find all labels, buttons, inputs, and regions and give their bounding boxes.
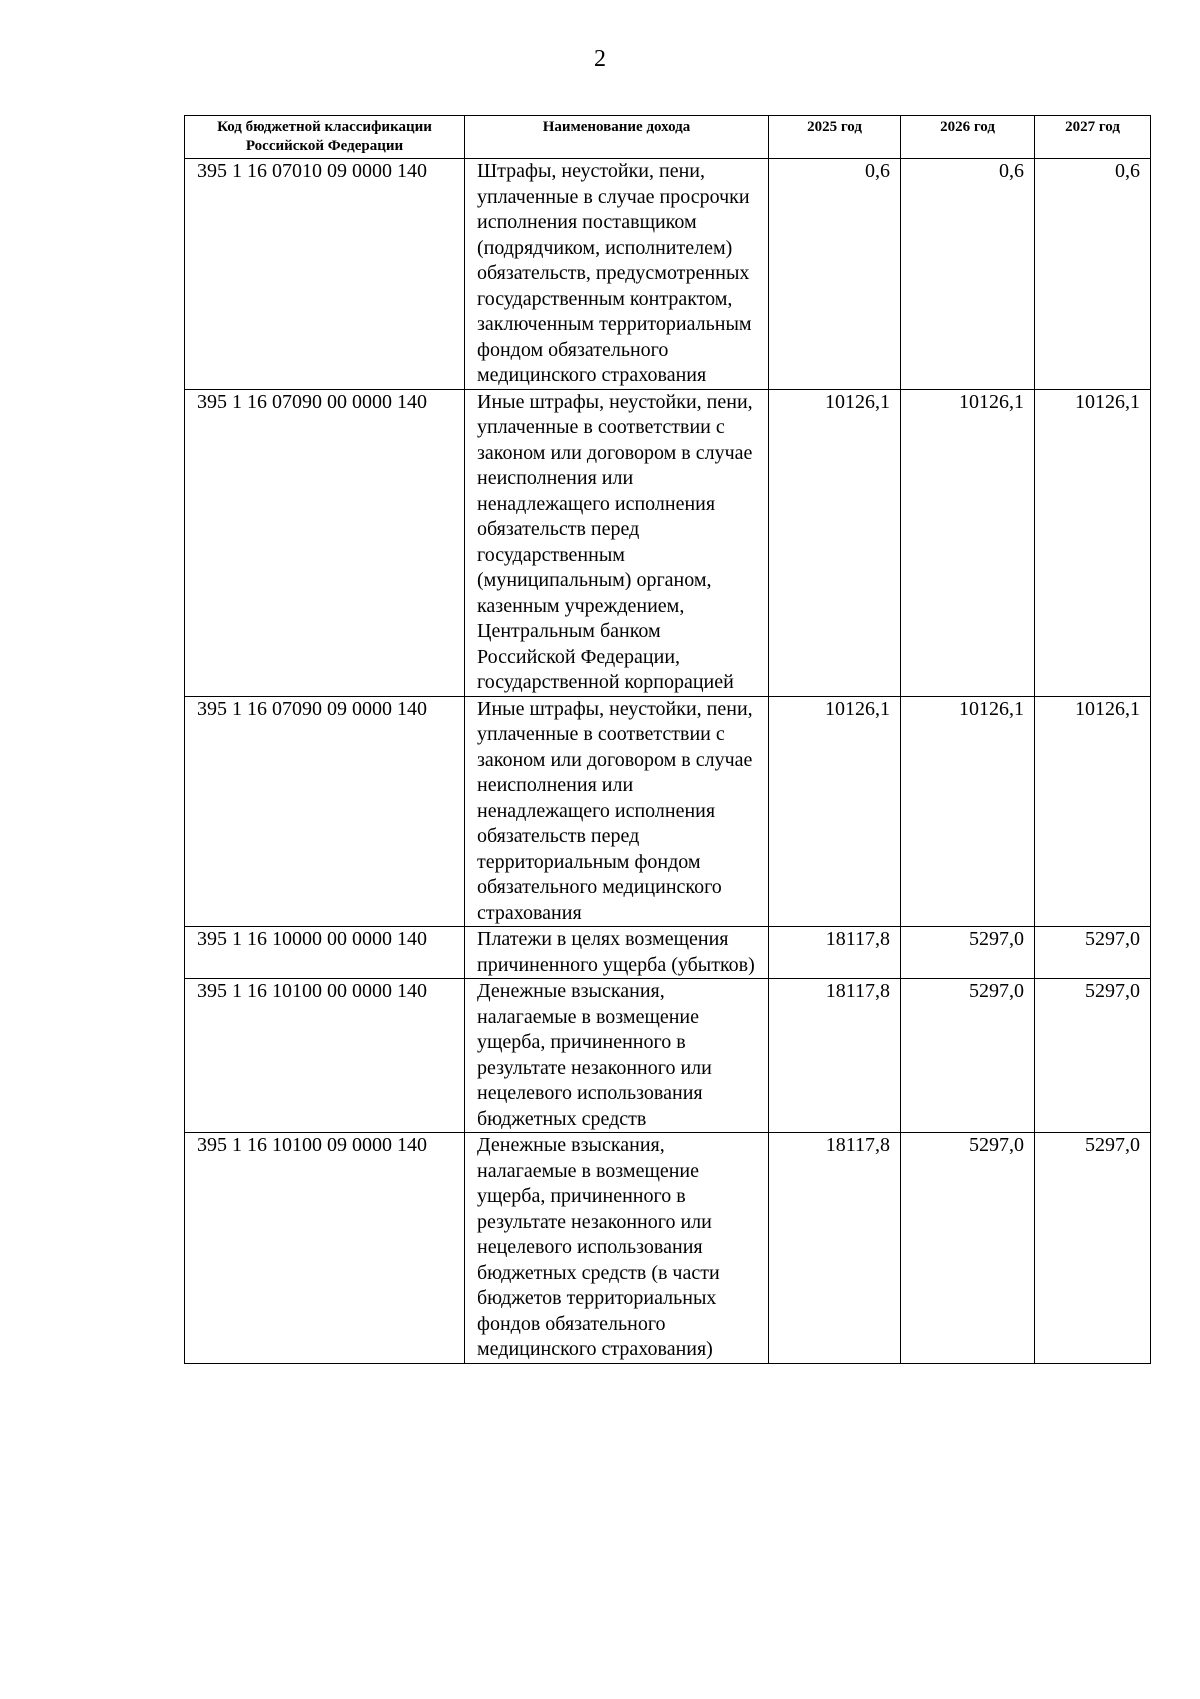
header-2026: 2026 год [901,116,1035,159]
cell-2026: 10126,1 [901,389,1035,696]
cell-code: 395 1 16 10100 00 0000 140 [185,979,465,1133]
page-number: 2 [594,46,606,72]
cell-2025: 18117,8 [769,927,901,979]
cell-name: Иные штрафы, неустойки, пени, уплаченные в соответствии с законом или договором в случае неисполнения или ненадлежащего исполнения обязательств перед государственным (муниципальным) органом, казенным учреждением, Центральным банком Российской Федерации, государственной корпорацией [465,389,769,696]
cell-2025: 0,6 [769,159,901,390]
cell-2027: 10126,1 [1035,389,1151,696]
cell-2027: 0,6 [1035,159,1151,390]
cell-code: 395 1 16 07090 09 0000 140 [185,696,465,927]
cell-name: Штрафы, неустойки, пени, уплаченные в случае просрочки исполнения поставщиком (подрядчиком, исполнителем) обязательств, предусмотренных государственным контрактом, заключенным территориальным фондом обязательного медицинского страхования [465,159,769,390]
income-table [184,115,1151,1364]
cell-2025: 18117,8 [769,979,901,1133]
cell-2025: 10126,1 [769,696,901,927]
header-2027: 2027 год [1035,116,1151,159]
table-row [185,927,1151,979]
cell-2026: 0,6 [901,159,1035,390]
cell-2027: 10126,1 [1035,696,1151,927]
cell-2026: 10126,1 [901,696,1035,927]
table-row [185,979,1151,1133]
cell-2027: 5297,0 [1035,979,1151,1133]
table-header-row [185,116,1151,159]
cell-code: 395 1 16 07010 09 0000 140 [185,159,465,390]
cell-2027: 5297,0 [1035,927,1151,979]
header-code: Код бюджетной классификации Российской Федерации [185,116,465,159]
cell-code: 395 1 16 07090 00 0000 140 [185,389,465,696]
header-name: Наименование дохода [465,116,769,159]
header-2025: 2025 год [769,116,901,159]
table-row [185,389,1151,696]
cell-2025: 10126,1 [769,389,901,696]
cell-name: Денежные взыскания, налагаемые в возмещение ущерба, причиненного в результате незаконного или нецелевого использования бюджетных средств (в части бюджетов территориальных фондов обязательного медицинского страхования) [465,1133,769,1364]
cell-2025: 18117,8 [769,1133,901,1364]
table-row [185,1133,1151,1364]
table-row [185,696,1151,927]
cell-code: 395 1 16 10100 09 0000 140 [185,1133,465,1364]
cell-name: Денежные взыскания, налагаемые в возмещение ущерба, причиненного в результате незаконного или нецелевого использования бюджетных средств [465,979,769,1133]
cell-2026: 5297,0 [901,979,1035,1133]
cell-name: Платежи в целях возмещения причиненного ущерба (убытков) [465,927,769,979]
cell-2026: 5297,0 [901,1133,1035,1364]
table-row [185,159,1151,390]
cell-2026: 5297,0 [901,927,1035,979]
cell-code: 395 1 16 10000 00 0000 140 [185,927,465,979]
cell-2027: 5297,0 [1035,1133,1151,1364]
cell-name: Иные штрафы, неустойки, пени, уплаченные в соответствии с законом или договором в случае неисполнения или ненадлежащего исполнения обязательств перед территориальным фондом обязательного медицинского страхования [465,696,769,927]
